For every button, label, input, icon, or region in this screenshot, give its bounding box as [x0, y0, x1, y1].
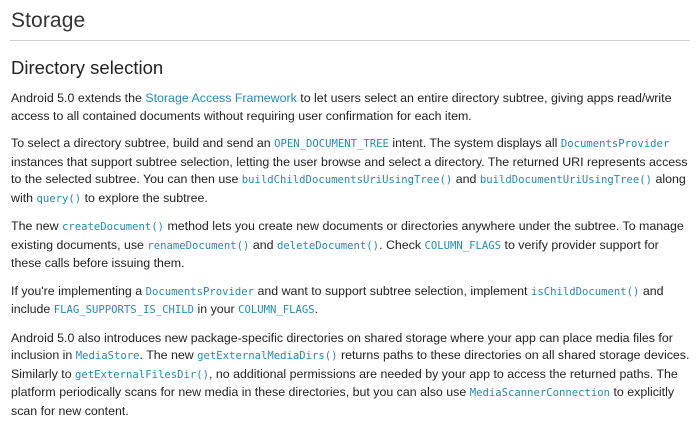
text: method lets you create new documents or directories anywhere under the subtree. To manage existing documents, use	[11, 219, 684, 252]
text: and include	[11, 283, 664, 316]
paragraph-create-document	[11, 218, 691, 273]
text: to verify provider support for these calls before issuing them.	[11, 237, 659, 270]
paragraph-implementing-provider	[11, 283, 691, 320]
text: Android 5.0 also introduces new package-specific directories on shared storage where your app can place media files for inclusion in	[11, 330, 673, 362]
link-media-scanner-connection[interactable]: MediaScannerConnection	[469, 387, 611, 399]
text: along with	[11, 172, 686, 205]
link-column-flags[interactable]: COLUMN_FLAGS	[424, 239, 502, 252]
text: The new	[11, 219, 62, 233]
text: .	[314, 302, 319, 316]
link-query[interactable]: query()	[36, 192, 82, 205]
link-is-child-document[interactable]: isChildDocument()	[530, 285, 640, 298]
text: in your	[194, 302, 239, 316]
link-open-document-tree[interactable]: OPEN_DOCUMENT_TREE	[274, 138, 389, 150]
text: returns paths to these directories on all shared storage devices. Similarly to	[11, 348, 690, 381]
text: , no additional permissions are needed by your app to access the returned paths. The platform periodically scans for new media in these directories, but you can also use	[11, 366, 678, 399]
link-flag-supports-is-child[interactable]: FLAG_SUPPORTS_IS_CHILD	[53, 304, 195, 316]
page-title: Storage	[11, 9, 86, 32]
link-documents-provider[interactable]: DocumentsProvider	[560, 138, 670, 150]
text: intent. The system displays all	[388, 136, 561, 150]
article-body	[11, 90, 691, 425]
text: . Check	[379, 237, 425, 252]
text: and	[452, 172, 480, 186]
link-delete-document[interactable]: deleteDocument()	[277, 239, 380, 252]
link-documents-provider[interactable]: DocumentsProvider	[145, 285, 255, 298]
text: instances that support subtree selection, letting the user browse and select a directory. The returned URI represents access to the selected subtree. You can then use	[11, 154, 688, 186]
link-get-external-media-dirs[interactable]: getExternalMediaDirs()	[197, 350, 338, 362]
text: and	[249, 237, 277, 252]
text: to explicitly scan for new content.	[11, 385, 675, 418]
text: To select a directory subtree, build and send an	[11, 136, 275, 150]
text: to explore the subtree.	[81, 190, 208, 205]
text: If you're implementing a	[11, 283, 146, 298]
link-storage-access-framework[interactable]: Storage Access Framework	[145, 91, 297, 105]
link-rename-document[interactable]: renameDocument()	[147, 239, 250, 252]
link-build-document-uri-using-tree[interactable]: buildDocumentUriUsingTree()	[479, 174, 653, 186]
text: to let users select an entire directory subtree, giving apps read/write access to all contained documents without requiring user confirmation for each item.	[11, 91, 672, 123]
link-media-store[interactable]: MediaStore	[75, 350, 140, 362]
paragraph-subtree-selection	[11, 135, 691, 208]
paragraph-intro	[11, 90, 691, 125]
link-get-external-files-dir[interactable]: getExternalFilesDir()	[75, 368, 209, 381]
text: and want to support subtree selection, implement	[254, 283, 531, 298]
section-heading: Directory selection	[11, 57, 164, 78]
text: Android 5.0 extends the	[11, 91, 146, 105]
text: . The new	[139, 348, 198, 362]
title-divider	[10, 40, 690, 41]
link-column-flags[interactable]: COLUMN_FLAGS	[238, 304, 315, 316]
link-create-document[interactable]: createDocument()	[61, 221, 165, 233]
paragraph-media-directories	[11, 330, 691, 421]
link-build-child-documents-uri-using-tree[interactable]: buildChildDocumentsUriUsingTree()	[241, 174, 453, 186]
